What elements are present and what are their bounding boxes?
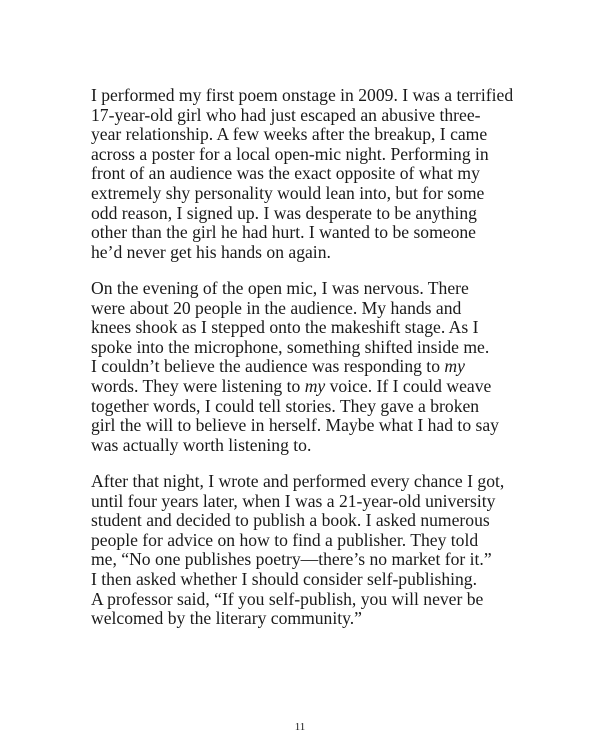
text-line: spoke into the microphone, something shifted inside me. bbox=[91, 336, 490, 357]
paragraph-2 bbox=[91, 279, 521, 455]
text-line: other than the girl he had hurt. I wanted to be someone bbox=[91, 222, 476, 243]
text-line: extremely shy personality would lean into, but for some bbox=[91, 182, 485, 203]
text-line: year relationship. A few weeks after the breakup, I came bbox=[91, 124, 488, 145]
text-segment: voice. If I could weave bbox=[325, 375, 492, 396]
text-line: girl the will to believe in herself. Maybe what I had to say bbox=[91, 415, 499, 436]
text-line bbox=[91, 377, 521, 397]
text-line: people for advice on how to find a publisher. They told bbox=[91, 529, 479, 550]
paragraph-1 bbox=[91, 86, 521, 262]
text-line: I performed my first poem onstage in 2009. I was a terrified bbox=[91, 85, 514, 105]
text-line: odd reason, I signed up. I was desperate to be anything bbox=[91, 202, 477, 223]
text-line: After that night, I wrote and performed every chance I got, bbox=[91, 471, 505, 491]
text-line bbox=[91, 357, 521, 377]
text-line: I then asked whether I should consider self-publishing. bbox=[91, 568, 477, 589]
emphasis-text: my bbox=[304, 375, 326, 396]
text-line: me, “No one publishes poetry—there’s no market for it.” bbox=[91, 549, 492, 570]
text-line: until four years later, when I was a 21-year-old university bbox=[91, 490, 496, 511]
text-line: A professor said, “If you self-publish, you will never be bbox=[91, 588, 484, 609]
text-line: student and decided to publish a book. I asked numerous bbox=[91, 510, 490, 531]
text-line: across a poster for a local open-mic night. Performing in bbox=[91, 143, 489, 164]
text-line: together words, I could tell stories. They gave a broken bbox=[91, 395, 480, 416]
page-number: 11 bbox=[294, 721, 306, 733]
text-line: On the evening of the open mic, I was nervous. There bbox=[91, 278, 469, 298]
text-line: he’d never get his hands on again. bbox=[91, 241, 331, 262]
text-segment: I couldn’t believe the audience was responding to bbox=[91, 356, 445, 377]
text-line: welcomed by the literary community.” bbox=[91, 608, 362, 629]
text-segment: words. They were listening to bbox=[91, 375, 305, 396]
paragraph-3 bbox=[91, 472, 521, 629]
text-line: were about 20 people in the audience. My hands and bbox=[91, 297, 462, 318]
text-line: was actually worth listening to. bbox=[91, 434, 312, 455]
emphasis-text: my bbox=[444, 356, 465, 377]
text-line: 17-year-old girl who had just escaped an abusive three- bbox=[91, 104, 481, 125]
text-line: front of an audience was the exact opposite of what my bbox=[91, 163, 480, 184]
text-line: knees shook as I stepped onto the makeshift stage. As I bbox=[91, 317, 479, 338]
